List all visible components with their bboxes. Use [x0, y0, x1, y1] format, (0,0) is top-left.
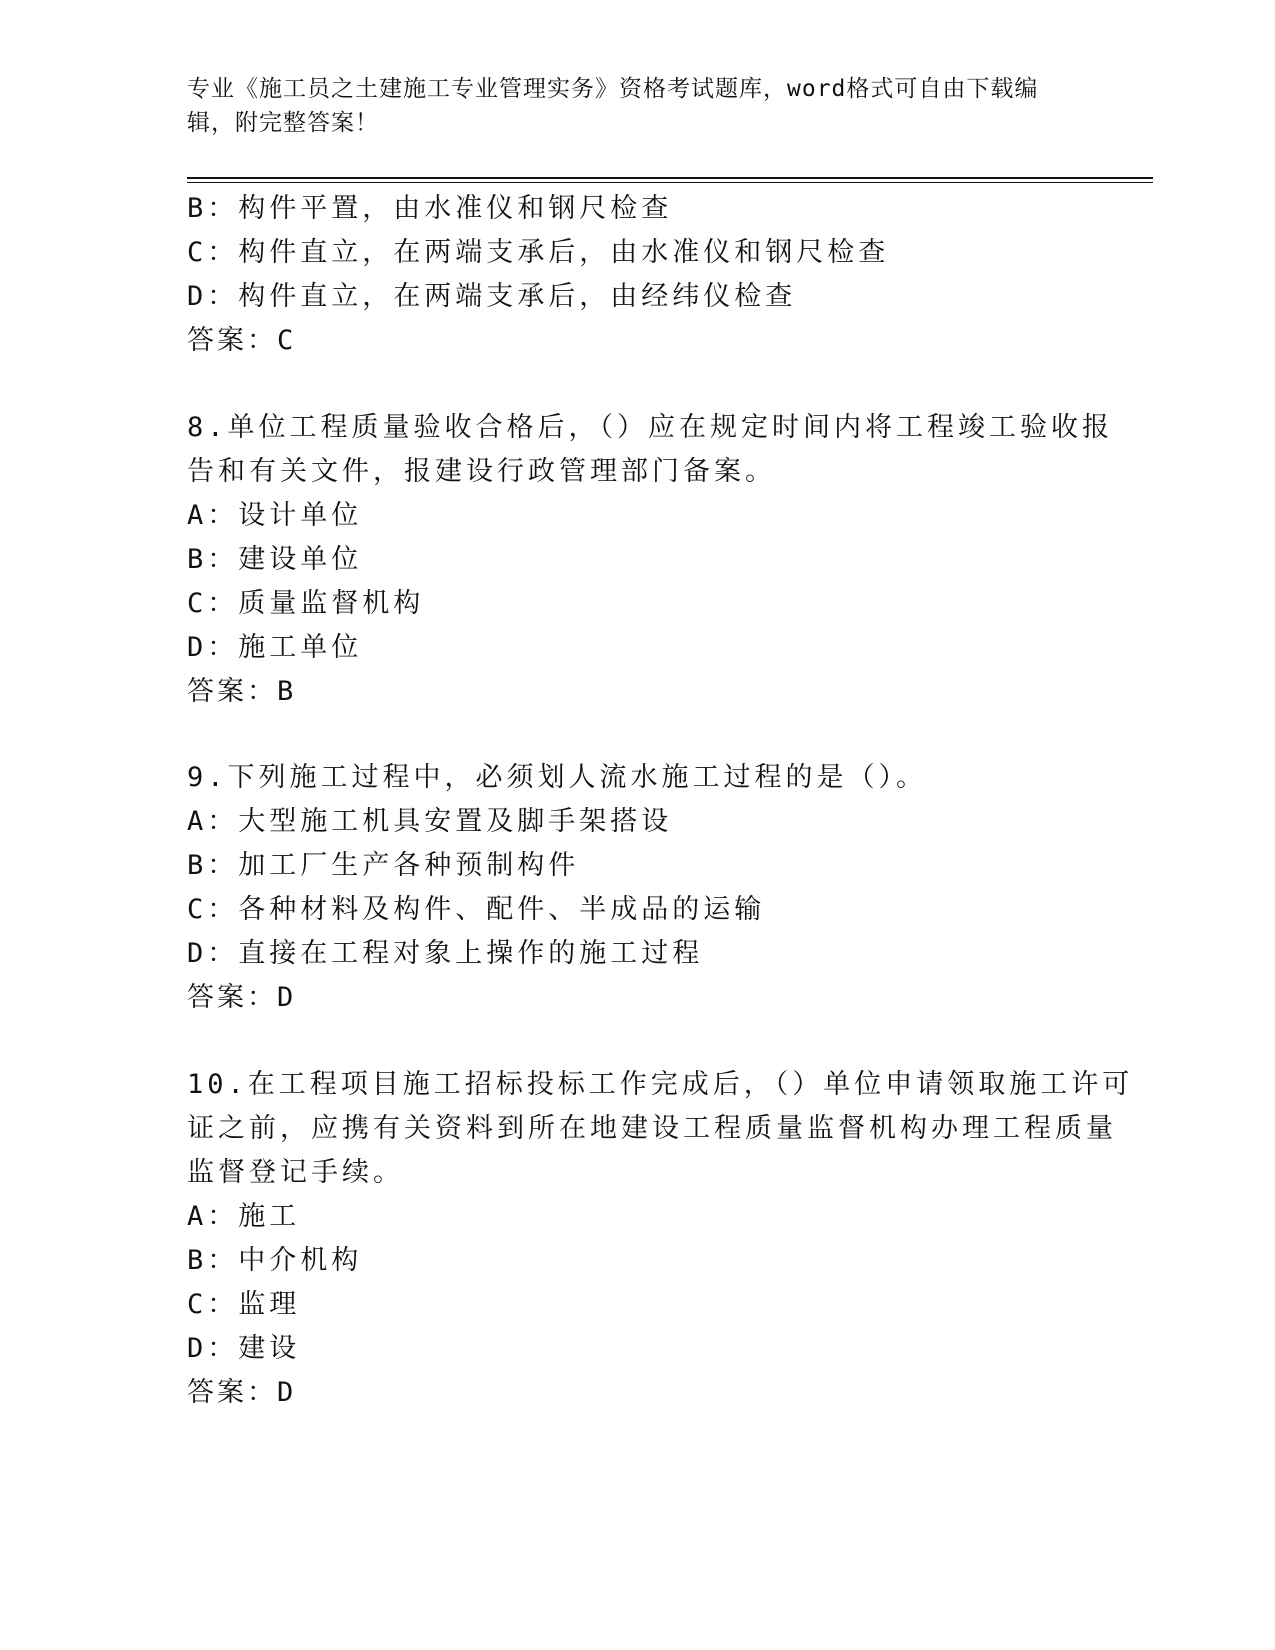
document-header [187, 72, 1087, 140]
q7-option-d: D：构件直立，在两端支承后，由经纬仪检查 [187, 281, 797, 312]
q10-stem-line-3: 监督登记手续。 [187, 1157, 404, 1188]
q8-answer: 答案：B [187, 676, 297, 707]
q10-answer: 答案：D [187, 1377, 297, 1408]
q10-option-a: A：施工 [187, 1201, 301, 1232]
header-line-2: 辑，附完整答案！ [187, 110, 379, 136]
q10-option-c: C：监理 [187, 1289, 301, 1320]
q8-stem-line-1: 8.单位工程质量验收合格后，（）应在规定时间内将工程竣工验收报 [187, 412, 1114, 443]
q8-option-c: C：质量监督机构 [187, 588, 425, 619]
q8-option-a: A：设计单位 [187, 500, 363, 531]
q9-option-b: B：加工厂生产各种预制构件 [187, 850, 580, 881]
header-line-1: 专业《施工员之土建施工专业管理实务》资格考试题库，word格式可自由下载编 [187, 76, 1039, 102]
q9-option-c: C：各种材料及构件、配件、半成品的运输 [187, 894, 766, 925]
q9-answer: 答案：D [187, 982, 297, 1013]
q10-option-d: D：建设 [187, 1333, 301, 1364]
q7-option-c: C：构件直立，在两端支承后，由水准仪和钢尺检查 [187, 237, 890, 268]
q10-stem-line-1: 10.在工程项目施工招标投标工作完成后，（）单位申请领取施工许可 [187, 1069, 1134, 1100]
q9-option-d: D：直接在工程对象上操作的施工过程 [187, 938, 704, 969]
header-divider-thin [187, 182, 1153, 183]
q8-option-b: B：建设单位 [187, 544, 363, 575]
q10-stem-line-2: 证之前，应携有关资料到所在地建设工程质量监督机构办理工程质量 [187, 1113, 1117, 1144]
header-divider-thick [187, 177, 1153, 179]
q8-option-d: D：施工单位 [187, 632, 363, 663]
q7-answer: 答案：C [187, 325, 297, 356]
q7-option-b: B：构件平置，由水准仪和钢尺检查 [187, 193, 673, 224]
q8-stem-line-2: 告和有关文件，报建设行政管理部门备案。 [187, 456, 776, 487]
q9-stem-line-1: 9.下列施工过程中，必须划人流水施工过程的是（）。 [187, 762, 928, 793]
q10-option-b: B：中介机构 [187, 1245, 363, 1276]
q9-option-a: A：大型施工机具安置及脚手架搭设 [187, 806, 673, 837]
